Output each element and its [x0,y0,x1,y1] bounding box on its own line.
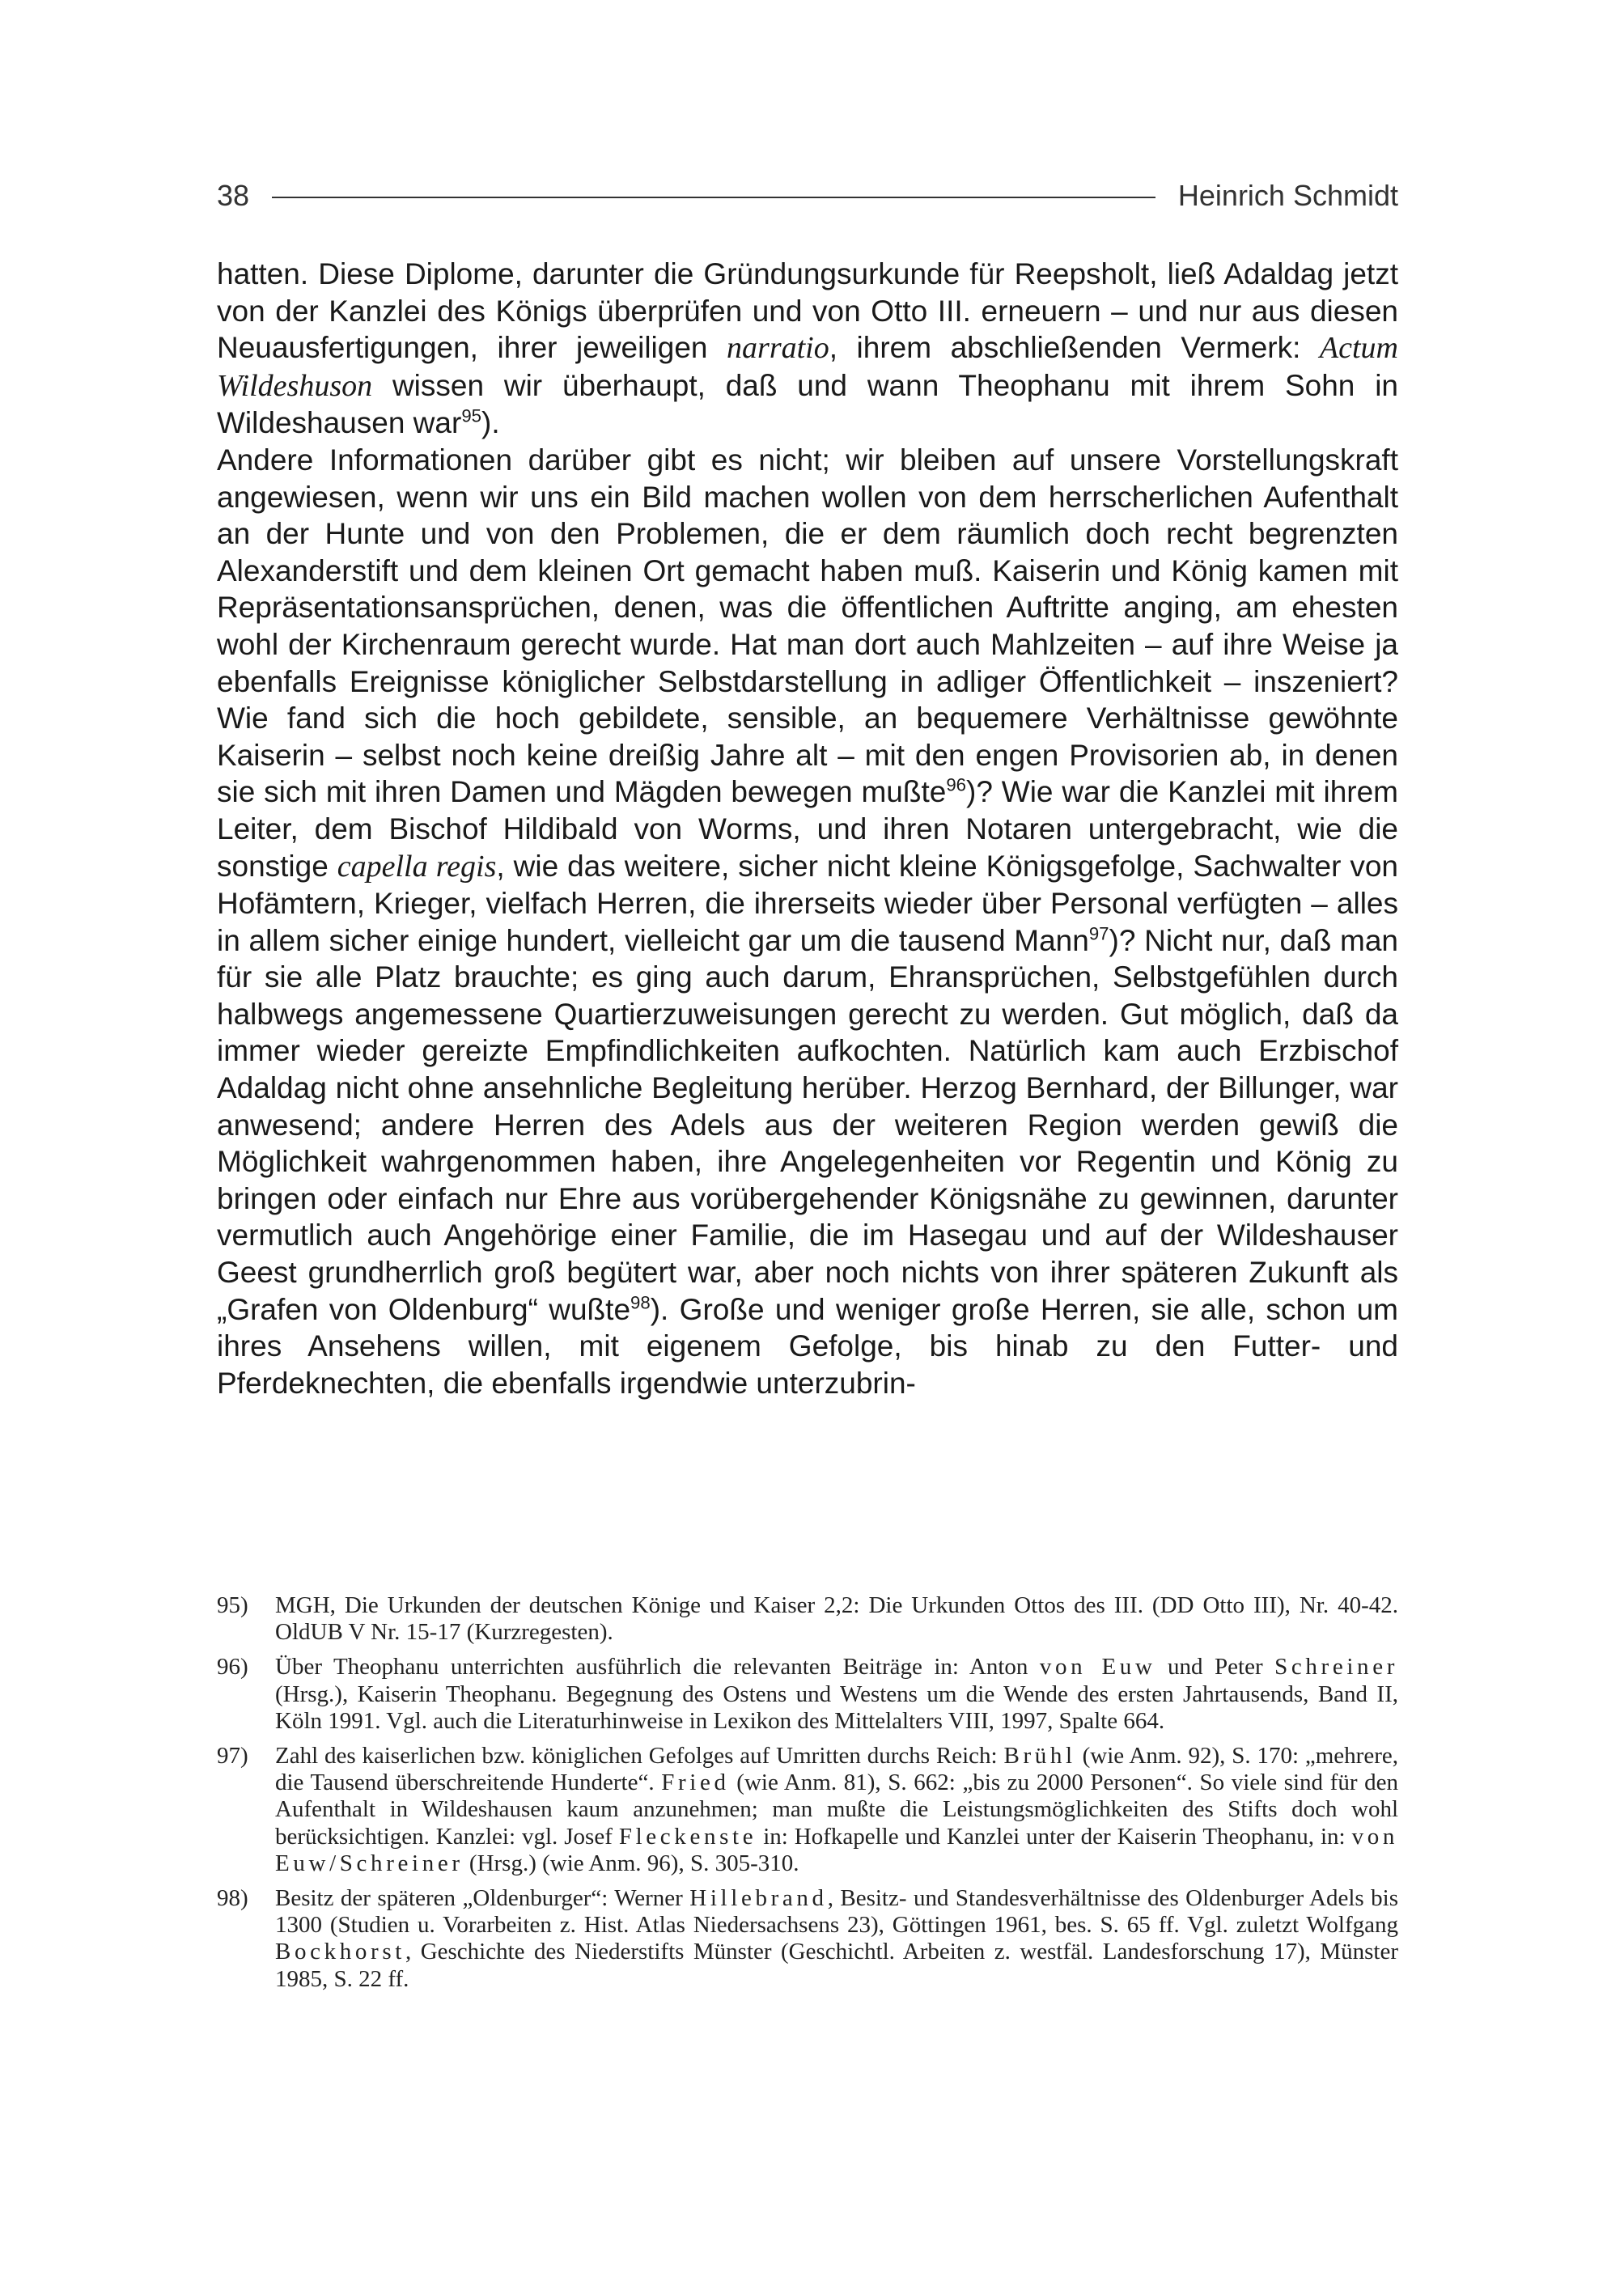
paragraph-1 [217,256,1398,442]
footnote-text: Über Theophanu unterrichten ausführlich die relevanten Beiträge in: Anton von Euw und Peter Schreiner (Hrsg.), Kaiserin Theophanu. Begegnung des Ostens und Westens um die Wende des ersten Jahrtausends, Band II, Köln 1991. Vgl. auch die Literaturhinweise in Lexikon des Mittelalters VIII, 1997, Spalte 664. [275,1654,1398,1734]
author-name: von Euw [1039,1654,1156,1681]
running-head-author: Heinrich Schmidt [1177,179,1398,212]
footnote-number: 95) [217,1592,248,1618]
footnote-ref[interactable]: 95 [461,406,481,427]
author-name: Schreiner [1274,1654,1398,1681]
author-name: Hillebrand [689,1885,828,1912]
footnote-ref[interactable]: 96 [946,774,967,795]
footnote [217,1885,1398,1993]
text-run: ). Große und weniger große Herren, sie alle, schon um ihres Ansehens willen, mit eigenem Gefolge, bis hinab zu den Futter- und Pferdeknechten, die ebenfalls irgendwie unterzubrin- [217,1292,1399,1400]
footnote-number: 97) [217,1743,248,1770]
footnote-ref[interactable]: 98 [630,1292,651,1313]
text-run: wissen wir überhaupt, daß und wann Theophanu mit ihrem Sohn in Wildeshausen war [217,368,1398,440]
main-text [217,256,1398,1401]
footnotes [217,1592,1398,2001]
footnote-number: 96) [217,1654,248,1681]
italic-term: Actum Wildeshuson [217,331,1398,403]
author-name: Brühl [1003,1743,1076,1770]
text-run: )? Wie war die Kanzlei mit ihrem Leiter, dem Bischof Hildibald von Worms, und ihren Notaren untergebracht, wie die sonstige [217,775,1398,883]
paragraph-2 [217,442,1398,1401]
running-header [217,172,1398,220]
author-name: von Euw/Schreiner [275,1823,1398,1876]
text-run: , wie das weitere, sicher nicht kleine Königsgefolge, Sachwalter von Hofämtern, Krieger, vielfach Herren, die ihrerseits wieder über Personal verfügten – alles in allem sicher einige hundert, vielleicht gar um die tausend Mann [217,849,1398,957]
footnote-text: Besitz der späteren „Oldenburger“: Werner Hillebrand, Besitz- und Standesverhältnisse des Oldenburger Adels bis 1300 (Studien u. Vorarbeiten z. Hist. Atlas Niedersachsens 23), Göttingen 1961, bes. S. 65 ff. Vgl. zuletzt Wolfgang Bockhorst, Geschichte des Niederstifts Münster (Geschichtl. Arbeiten z. westfäl. Landesforschung 17), Münster 1985, S. 22 ff. [275,1885,1398,1992]
author-name: Fleckenste [618,1823,757,1850]
italic-term: capella regis [337,849,497,884]
footnote-ref[interactable]: 97 [1088,923,1109,944]
text-run: ). [481,406,500,440]
header-rule [272,197,1155,198]
text-run: hatten. Diese Diplome, darunter die Gründungsurkunde für Reepsholt, ließ Adaldag jetzt von der Kanzlei des Königs überprüfen und von Otto III. erneuern – und nur aus diesen Neuausfertigungen, ihrer jeweiligen [217,257,1398,365]
footnote-text: MGH, Die Urkunden der deutschen Könige und Kaiser 2,2: Die Urkunden Ottos des III. (DD Otto III), Nr. 40-42. OldUB V Nr. 15-17 (Kurzregesten). [275,1592,1398,1646]
author-name: Fried [661,1770,730,1796]
text-run: )? Nicht nur, daß man für sie alle Platz brauchte; es ging auch darum, Ehransprüchen, Selbstgefühlen durch halbwegs angemessene Quartierzuweisungen gerecht zu werden. Gut möglich, daß da immer wieder gereizte Empfindlichkeiten aufkochten. Natürlich kam auch Erzbischof Adaldag nicht ohne ansehnliche Begleitung herüber. Herzog Bernhard, der Billunger, war anwesend; andere Herren des Adels aus der weiteren Region werden gewiß die Möglichkeit wahrgenommen haben, ihre Angelegenheiten vor Regentin und König zu bringen oder einfach nur Ehre aus vorübergehender Königsnähe zu gewinnen, darunter vermutlich auch Angehörige einer Familie, die im Hasegau und auf der Wildeshauser Geest grundherrlich groß begütert war, aber noch nichts von ihrer späteren Zukunft als „Grafen von Oldenburg“ wußte [217,923,1398,1326]
italic-term: narratio [727,331,829,366]
author-name: Bockhorst [275,1939,405,1965]
footnote-number: 98) [217,1885,248,1912]
footnote [217,1592,1398,1646]
text-run: , ihrem abschließenden Vermerk: [829,331,1320,365]
footnote [217,1654,1398,1735]
footnote-text: Zahl des kaiserlichen bzw. königlichen Gefolges auf Umritten durchs Reich: Brühl (wie Anm. 92), S. 170: „mehrere, die Tausend überschreitende Hunderte“. Fried (wie Anm. 81), S. 662: „bis zu 2000 Personen“. So viele sind für den Aufenthalt in Wildeshausen kaum anzunehmen; man mußte die Leistungsmöglichkeiten des Stifts doch wohl berücksichtigen. Kanzlei: vgl. Josef Fleckenste in: Hofkapelle und Kanzlei unter der Kaiserin Theophanu, in: von Euw/Schreiner (Hrsg.) (wie Anm. 96), S. 305-310. [275,1743,1399,1876]
text-run: Andere Informationen darüber gibt es nicht; wir bleiben auf unsere Vorstellungskraft angewiesen, wenn wir uns ein Bild machen wollen von dem herrscherlichen Aufenthalt an der Hunte und von den Problemen, die er dem räumlich doch recht begrenzten Alexanderstift und dem kleinen Ort gemacht haben muß. Kaiserin und König kamen mit Repräsentationsansprüchen, denen, was die öffentlichen Auftritte anging, am ehesten wohl der Kirchenraum gerecht wurde. Hat man dort auch Mahlzeiten – auf ihre Weise ja ebenfalls Ereignisse königlicher Selbstdarstellung in adliger Öffentlichkeit – inszeniert? Wie fand sich die hoch gebildete, sensible, an bequemere Verhältnisse gewöhnte Kaiserin – selbst noch keine dreißig Jahre alt – mit den engen Provisorien ab, in denen sie sich mit ihren Damen und Mägden bewegen mußte [217,443,1398,809]
page-number: 38 [217,179,250,212]
footnote [217,1743,1398,1877]
